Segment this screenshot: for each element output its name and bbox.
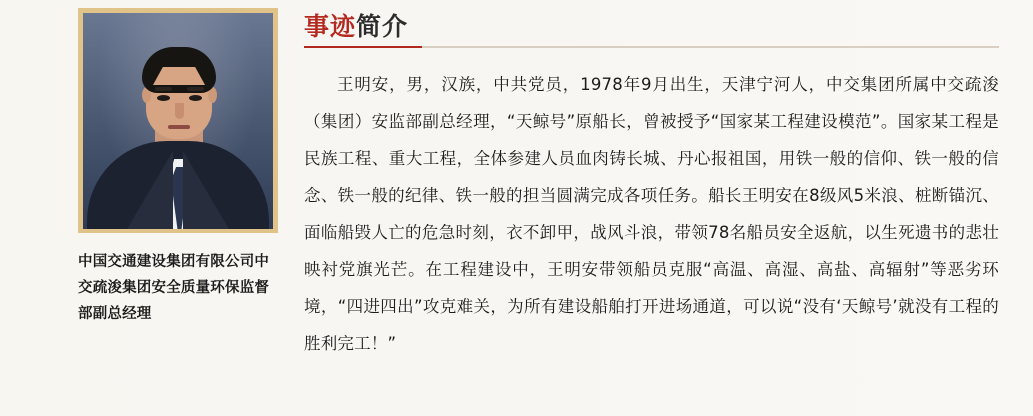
article-body: 王明安，男，汉族，中共党员，1978年9月出生，天津宁河人，中交集团所属中交疏浚（集团）安监部副总经理，“天鲸号”原船长，曾被授予“国家某工程建设模范”。国家某工程是民族工程、重大工程，全体参建人员血肉铸长城、丹心报祖国，用铁一般的信仰、铁一般的信念、铁一般的纪律、铁一般的担当圆满完成各项任务。船长王明安在8级风5米浪、桩断锚沉、面临船毁人亡的危急时刻，衣不卸甲，战风斗浪，带领78名船员安全返航，以生死遗书的悲壮映衬党旗光芒。在工程建设中，王明安带领船员克服“高温、高湿、高盐、高辐射”等恶劣环境，“四进四出”攻克难关，为所有建设船舶打开进场通道，可以说“没有‘天鲸号’就没有工程的胜利完工！”: [304, 75, 999, 353]
portrait-photo: [83, 13, 273, 229]
article-column: [278, 0, 1033, 416]
heading-divider: [304, 46, 999, 48]
portrait-frame: [78, 8, 278, 233]
profile-caption: 中国交通建设集团有限公司中交疏浚集团安全质量环保监督部副总经理: [78, 254, 270, 322]
portrait-eye-left: [157, 95, 170, 101]
profile-column: [0, 0, 278, 416]
section-heading: [304, 14, 999, 48]
portrait-mouth: [168, 125, 190, 129]
page-title: [304, 14, 408, 39]
portrait-brow-left: [155, 87, 172, 91]
page-title-part2: 简介: [356, 12, 409, 41]
portrait-eye-right: [189, 95, 202, 101]
portrait-hair: [142, 47, 216, 93]
portrait-brow-right: [187, 87, 204, 91]
page-title-part1: 事迹: [304, 12, 357, 41]
portrait-nose: [175, 103, 184, 119]
